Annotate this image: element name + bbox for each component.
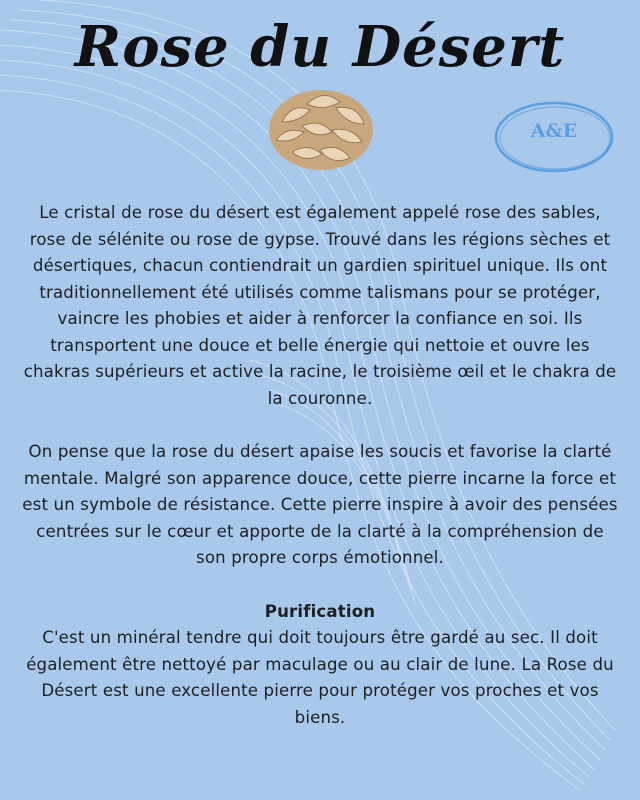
purification-heading: Purification — [264, 601, 376, 621]
description-paragraph-1: Le cristal de rose du désert est également appelé rose des sables, rose de sélénite ou rose de gypse. Trouvé dans les régions sèches et désertiques, chacun contiendrait un gardien spirituel unique. Ils ont traditionnellement été utilisés comme talismans pour se protéger, vaincre les phobies et aider à renforcer la confiance en soi. Ils transportent une douce et belle énergie qui nettoie et ouvre les chakras supérieurs et active la racine, le troisième œil et le chakra de la couronne. — [23, 203, 617, 408]
page-title: Rose du Désert — [74, 14, 566, 80]
description-body — [22, 200, 618, 731]
desert-rose-stone-image — [262, 82, 380, 174]
description-paragraph-2: On pense que la rose du désert apaise les soucis et favorise la clarté mentale. Malgré son apparence douce, cette pierre incarne la force et est un symbole de résistance. Cette pierre inspire à avoir des pensées centrées sur le cœur et apporte de la clarté à la compréhension de son propre corps émotionnel. — [22, 442, 618, 567]
purification-text: C'est un minéral tendre qui doit toujours être gardé au sec. Il doit également être nettoyé par maculage ou au clair de lune. La Rose du Désert est une excellente pierre pour protéger vos proches et vos biens. — [26, 628, 614, 727]
brand-logo-text: A&E — [530, 120, 578, 142]
